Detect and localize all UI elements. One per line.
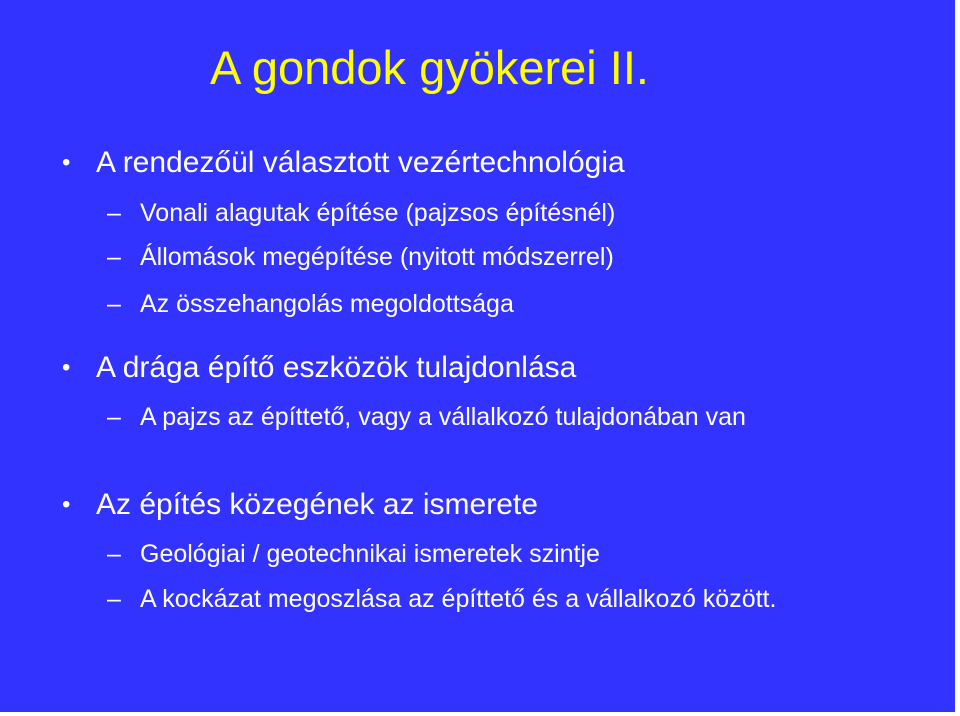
dash-icon: – — [107, 243, 121, 271]
bullet-icon: • — [62, 491, 71, 518]
dash-icon: – — [107, 585, 121, 613]
sub-item-text: A pajzs az építtető, vagy a vállalkozó tulajdonában van — [140, 403, 746, 431]
bullet-icon: • — [62, 354, 71, 381]
bullet-item — [62, 145, 625, 181]
sub-item-text: A kockázat megoszlása az építtető és a vállalkozó között. — [140, 585, 777, 613]
bullet-text: A drága építő eszközök tulajdonlása — [96, 351, 577, 384]
bullet-text: A rendezőül választott vezértechnológia — [96, 146, 625, 179]
dash-icon: – — [107, 290, 121, 318]
sub-item-text: Az összehangolás megoldottsága — [140, 290, 514, 318]
sub-item-text: Vonali alagutak építése (pajzsos építésnél) — [140, 199, 616, 227]
sub-item — [107, 537, 600, 571]
sub-item — [107, 287, 514, 321]
sub-item — [107, 196, 616, 230]
sub-item — [107, 400, 880, 434]
sub-item — [107, 240, 614, 274]
bullet-item — [62, 487, 538, 523]
dash-icon: – — [107, 199, 121, 227]
dash-icon: – — [107, 540, 121, 568]
bullet-icon: • — [62, 149, 71, 176]
sub-item-text: Geológiai / geotechnikai ismeretek szintje — [140, 540, 600, 568]
sub-item-text: Állomások megépítése (nyitott módszerrel) — [140, 243, 614, 271]
dash-icon: – — [107, 403, 121, 431]
bullet-text: Az építés közegének az ismerete — [96, 488, 538, 521]
sub-item — [107, 582, 880, 616]
bullet-item — [62, 350, 577, 386]
slide-title: A gondok gyökerei II. — [210, 41, 649, 94]
